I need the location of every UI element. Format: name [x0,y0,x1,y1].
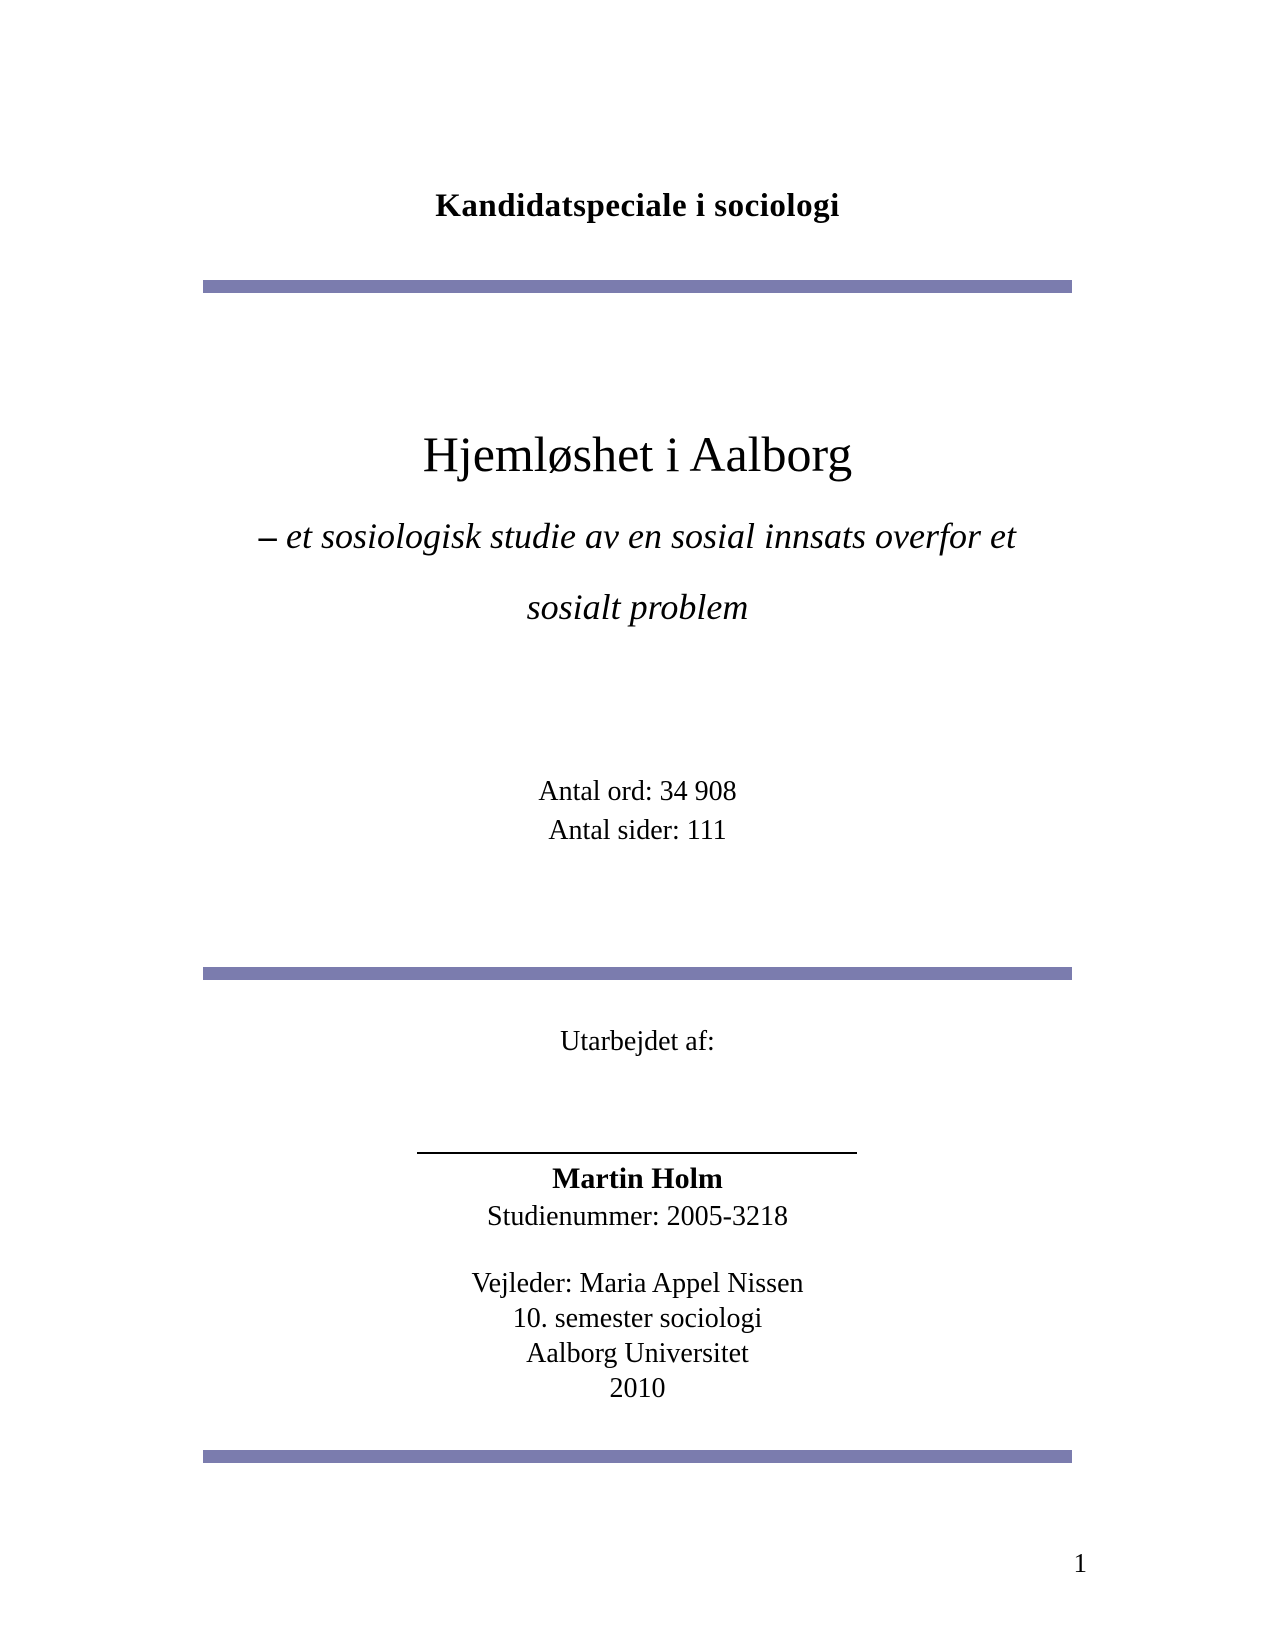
document-subtitle-line2: sosialt problem [526,587,749,627]
word-count: Antal ord: 34 908 [538,776,737,807]
year-label: 2010 [609,1373,666,1404]
document-kicker: Kandidatspeciale i sociologi [435,188,840,224]
signature-line [417,1152,857,1154]
subtitle-text-line1: et sosiologisk studie av en sosial innsats overfor et [286,516,1016,556]
student-number: Studienummer: 2005-3218 [487,1201,788,1232]
accent-bar-bottom [203,1450,1072,1463]
accent-bar-top [203,280,1072,293]
accent-bar-middle [203,967,1072,980]
supervisor-block [0,1266,1275,1406]
subtitle-dash: – [259,516,278,556]
author-block [0,1160,1275,1236]
prepared-by-label: Utarbejdet af: [560,1026,715,1057]
counts-block [0,772,1275,850]
page-number: 1 [1073,1548,1087,1578]
university-name: Aalborg Universitet [526,1338,749,1369]
author-name: Martin Holm [552,1162,723,1195]
document-subtitle-line1 [0,512,1275,560]
document-title: Hjemløshet i Aalborg [422,426,853,482]
semester-label: 10. semester sociologi [512,1303,763,1334]
supervisor-name: Vejleder: Maria Appel Nissen [471,1268,804,1299]
page-count: Antal sider: 111 [548,815,727,846]
